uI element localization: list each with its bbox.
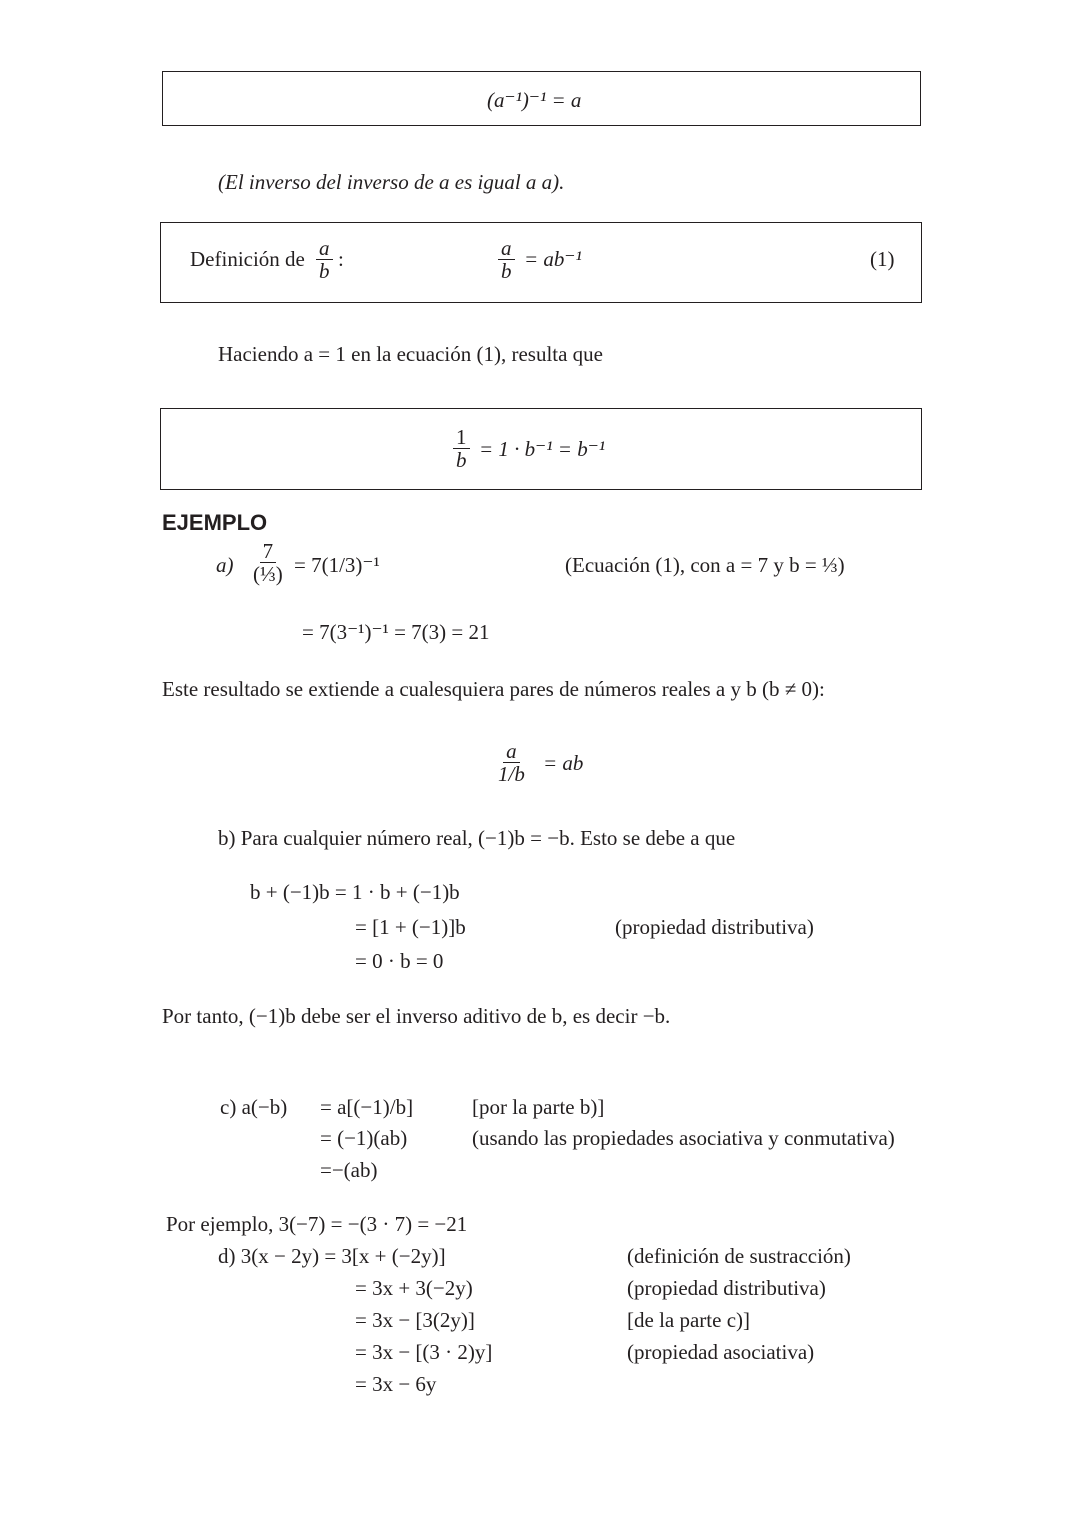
example-b-line: = 0 · b = 0 bbox=[355, 949, 444, 973]
fraction-numerator: 7 bbox=[260, 540, 277, 563]
definition-label: Definición de bbox=[190, 247, 305, 271]
example-c-reason: (usando las propiedades asociativa y conmutativa) bbox=[472, 1126, 895, 1150]
example-c-lhs: c) a(−b) bbox=[220, 1095, 288, 1119]
fraction-numerator: a bbox=[498, 237, 515, 260]
example-b-reason: (propiedad distributiva) bbox=[615, 915, 814, 939]
example-a-line2: = 7(3⁻¹)⁻¹ = 7(3) = 21 bbox=[302, 620, 490, 644]
example-b-line: = [1 + (−1)]b bbox=[355, 915, 466, 939]
reciprocal-fraction bbox=[453, 426, 470, 471]
example-b-line: b + (−1)b = 1 · b + (−1)b bbox=[250, 880, 460, 904]
fraction-denominator: b bbox=[319, 259, 330, 283]
example-d-reason: (propiedad distributiva) bbox=[627, 1276, 826, 1300]
example-a-fraction bbox=[250, 540, 286, 585]
fraction-denominator: b bbox=[456, 448, 467, 472]
example-d-reason: (propiedad asociativa) bbox=[627, 1340, 815, 1364]
fraction-denominator: 1/b bbox=[498, 762, 525, 786]
example-a-label: a) bbox=[216, 553, 234, 577]
fraction-denominator: (⅓) bbox=[253, 562, 283, 586]
example-b-intro: b) Para cualquier número real, (−1)b = −b. Esto se debe a que bbox=[218, 826, 736, 850]
example-d-line: = 3x − [3(2y)] bbox=[355, 1308, 475, 1332]
extend-rhs: = ab bbox=[543, 751, 584, 775]
fraction-numerator: 1 bbox=[453, 426, 470, 449]
example-d-line: = 3x + 3(−2y) bbox=[355, 1276, 473, 1300]
example-c-line: = (−1)(ab) bbox=[320, 1126, 408, 1150]
extend-fraction bbox=[495, 740, 528, 785]
example-c-reason: [por la parte b)] bbox=[472, 1095, 605, 1119]
definition-rhs: = ab⁻¹ bbox=[524, 247, 582, 271]
example-d-reason: [de la parte c)] bbox=[627, 1308, 750, 1332]
note-inverse: (El inverso del inverso de a es igual a a). bbox=[218, 170, 565, 194]
example-a-rhs: = 7(1/3)⁻¹ bbox=[294, 553, 380, 577]
equation-number: (1) bbox=[870, 247, 895, 271]
example-d-reason: (definición de sustracción) bbox=[627, 1244, 851, 1268]
fraction-denominator: b bbox=[501, 259, 512, 283]
example-c-line: = a[(−1)/b] bbox=[320, 1095, 414, 1119]
example-b-conclusion: Por tanto, (−1)b debe ser el inverso aditivo de b, es decir −b. bbox=[162, 1004, 671, 1028]
fraction-numerator: a bbox=[503, 740, 520, 763]
example-d-line: = 3x − [(3 · 2)y] bbox=[355, 1340, 493, 1364]
definition-fraction bbox=[316, 237, 333, 282]
reciprocal-rhs: = 1 · b⁻¹ = b⁻¹ bbox=[479, 437, 606, 461]
fraction-numerator: a bbox=[316, 237, 333, 260]
paragraph-extend: Este resultado se extiende a cualesquiera pares de números reales a y b (b ≠ 0): bbox=[162, 677, 825, 701]
example-a-note: (Ecuación (1), con a = 7 y b = ⅓) bbox=[565, 553, 845, 577]
paragraph-haciendo: Haciendo a = 1 en la ecuación (1), resulta que bbox=[218, 342, 604, 366]
definition-colon: : bbox=[338, 247, 344, 271]
example-d-line: = 3x − 6y bbox=[355, 1372, 437, 1396]
definition-formula-fraction bbox=[498, 237, 515, 282]
example-heading: EJEMPLO bbox=[162, 510, 268, 535]
example-c-numeric: Por ejemplo, 3(−7) = −(3 · 7) = −21 bbox=[166, 1212, 468, 1236]
formula-inverse-inverse: (a⁻¹)⁻¹ = a bbox=[487, 88, 582, 112]
example-c-line: =−(ab) bbox=[320, 1158, 378, 1182]
example-d-first: d) 3(x − 2y) = 3[x + (−2y)] bbox=[218, 1244, 446, 1268]
